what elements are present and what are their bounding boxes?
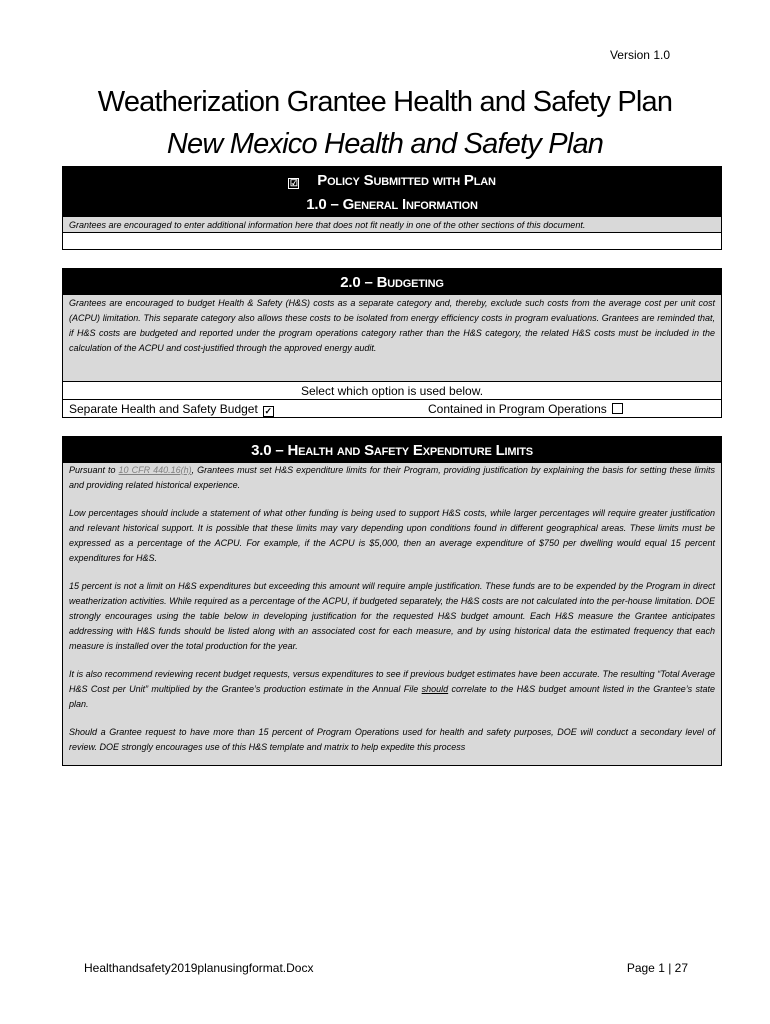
- option-program-operations[interactable]: [428, 400, 623, 418]
- section3-paragraph-1: [69, 463, 715, 493]
- footer-page-number: Page 1 | 27: [626, 961, 688, 975]
- section1-instruction: Grantees are encouraged to enter additional information here that does not fit neatly in one of the other sections of this document.: [63, 217, 721, 233]
- option-separate-budget[interactable]: [69, 400, 274, 418]
- budget-options-row: [63, 399, 721, 417]
- select-prompt: Select which option is used below.: [63, 381, 721, 399]
- policy-submitted-row: [63, 167, 721, 192]
- policy-checkbox[interactable]: ☑: [289, 178, 298, 188]
- section3-paragraph-2: Low percentages should include a statement of what other funding is being used to support H&S costs, while larger percentages will require greater justification and relevant historical support. It is possible that these limits may vary depending upon conditions found in different geographical areas. These limits must be expressed as a percentage of the ACPU. For example, if the ACPU is $5,000, then an average expenditure of $750 per dwelling would equal 15 percent expenditures for H&S.: [69, 508, 715, 563]
- section2-instruction: [63, 295, 721, 381]
- section3-paragraph-4: [69, 667, 715, 712]
- document-title: Weatherization Grantee Health and Safety Plan: [97, 86, 673, 118]
- should-emphasis: should: [421, 684, 449, 694]
- option-program-operations-label: Contained in Program Operations: [428, 402, 607, 416]
- p4-text-end: correlate to the H&S budget amount listed in the Grantee’s state plan.: [69, 684, 716, 709]
- p1-text-start: Pursuant to: [69, 465, 119, 475]
- section3-body: [63, 463, 721, 765]
- section3-paragraph-5: Should a Grantee request to have more than 15 percent of Program Operations used for health and safety purposes, DOE will conduct a secondary level of review. DOE strongly encourages use of this H&S template and matrix to help expedite this process: [69, 727, 715, 752]
- section-expenditure-limits: [62, 436, 722, 766]
- option-separate-budget-label: Separate Health and Safety Budget: [69, 402, 258, 416]
- section1-entry-field[interactable]: [63, 233, 721, 249]
- version-label: Version 1.0: [609, 48, 670, 62]
- section-budgeting: [62, 268, 722, 418]
- section1-heading: 1.0 – General Information: [63, 192, 721, 217]
- policy-label: Policy Submitted with Plan: [317, 172, 496, 189]
- section-general-information: [62, 166, 722, 250]
- section3-heading: 3.0 – Health and Safety Expenditure Limits: [63, 437, 721, 463]
- p1-text-end: , Grantees must set H&S expenditure limits for their Program, providing justification by explaining the basis for setting these limits and providing related historical experience.: [69, 465, 715, 490]
- document-subtitle: New Mexico Health and Safety Plan: [166, 128, 604, 160]
- section2-instruction-text: Grantees are encouraged to budget Health & Safety (H&S) costs as a separate category and, thereby, exclude such costs from the average cost per unit cost (ACPU) limitation. This separate category also allows these costs to be isolated from energy efficiency costs in program evaluations. Grantees are reminded that, if H&S costs are budgeted and reported under the program operations category rather than the H&S category, the related H&S costs must be included in the calculation of the ACPU and cost-justified through the approved energy audit.: [69, 298, 715, 353]
- section2-heading: 2.0 – Budgeting: [63, 269, 721, 295]
- footer-filename: Healthandsafety2019planusingformat.Docx: [84, 961, 314, 975]
- section3-paragraph-3: 15 percent is not a limit on H&S expenditures but exceeding this amount will require ample justification. These funds are to be expended by the Program in direct weatherization activities. While required as a percentage of the ACPU, if budgeted separately, the H&S costs are not calculated into the per-house limitation. DOE strongly encourages using the table below in developing justification for the requested H&S budget amount. Each H&S measure the Grantee anticipates addressing with H&S funds should be listed along with an associated cost for each measure, and by using historical data the estimated frequency that each measure is installed over the total production for the year.: [69, 581, 715, 651]
- program-operations-checkbox[interactable]: [612, 403, 623, 414]
- cfr-link[interactable]: 10 CFR 440.16(h): [118, 465, 192, 475]
- p4-text-start: It is also recommend reviewing recent budget requests, versus expenditures to see if previous budget estimates have been accurate. The resulting “Total Average H&S Cost per Unit” multiplied by the Grantee’s production estimate in the Annual File: [69, 669, 715, 694]
- separate-budget-checkbox[interactable]: ✓: [264, 406, 273, 416]
